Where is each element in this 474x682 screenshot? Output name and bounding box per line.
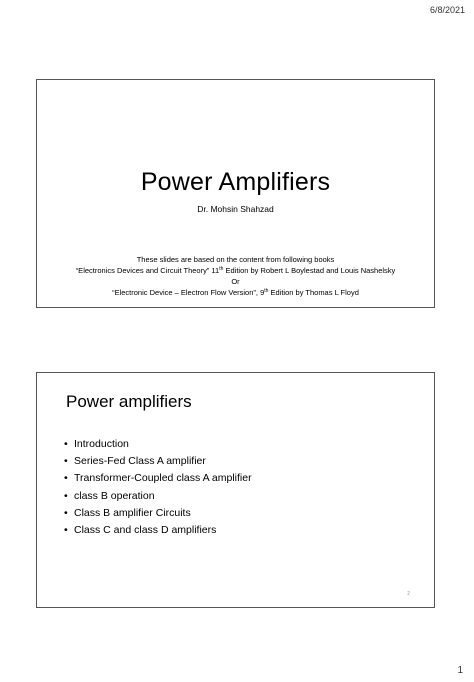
bullet-icon: •	[64, 524, 68, 537]
credits-or: Or	[231, 277, 240, 286]
slide-author: Dr. Mohsin Shahzad	[197, 204, 274, 214]
list-item	[64, 488, 252, 505]
outline-title: Power amplifiers	[66, 392, 192, 411]
list-item-label: Class B amplifier Circuits	[74, 506, 191, 519]
slide-page-number: 2	[407, 591, 410, 597]
page-date: 6/8/2021	[429, 5, 465, 15]
bullet-icon: •	[64, 438, 68, 450]
list-item	[64, 470, 252, 487]
slide-title: Power Amplifiers	[140, 168, 331, 196]
list-item	[64, 436, 252, 453]
bullet-icon: •	[64, 472, 68, 485]
credits-book-1-title: “Electronics Devices and Circuit Theory” 11	[75, 266, 220, 275]
list-item-label: Class C and class D amplifiers	[74, 524, 217, 537]
credits-book-1-ordinal: th	[219, 266, 224, 272]
list-item-label: class B operation	[74, 489, 155, 502]
list-item	[64, 505, 252, 522]
list-item	[64, 453, 252, 470]
bullet-icon: •	[64, 506, 68, 519]
bullet-icon: •	[64, 489, 68, 502]
list-item	[64, 522, 252, 539]
page-number: 1	[457, 665, 463, 676]
credits-book-2-authors: Edition by Thomas L Floyd	[268, 288, 359, 297]
list-item-label: Transformer-Coupled class A amplifier	[74, 472, 252, 485]
credits-book-1-authors: Edition by Robert L Boylestad and Louis Nashelsky	[223, 266, 396, 275]
credits-book-1	[37, 265, 434, 276]
credits-book-2	[37, 287, 434, 298]
credits-book-2-title: “Electronic Device – Electron Flow Version”, 9	[112, 288, 265, 297]
list-item-label: Series-Fed Class A amplifier	[74, 455, 206, 468]
credits-intro: These slides are based on the content from following books	[136, 255, 335, 264]
list-item-label: Introduction	[74, 438, 129, 450]
book-credits	[37, 254, 434, 298]
outline-list	[64, 436, 252, 539]
title-slide	[36, 79, 435, 308]
bullet-icon: •	[64, 455, 68, 468]
outline-slide	[36, 372, 435, 608]
credits-book-2-ordinal: th	[264, 288, 269, 294]
